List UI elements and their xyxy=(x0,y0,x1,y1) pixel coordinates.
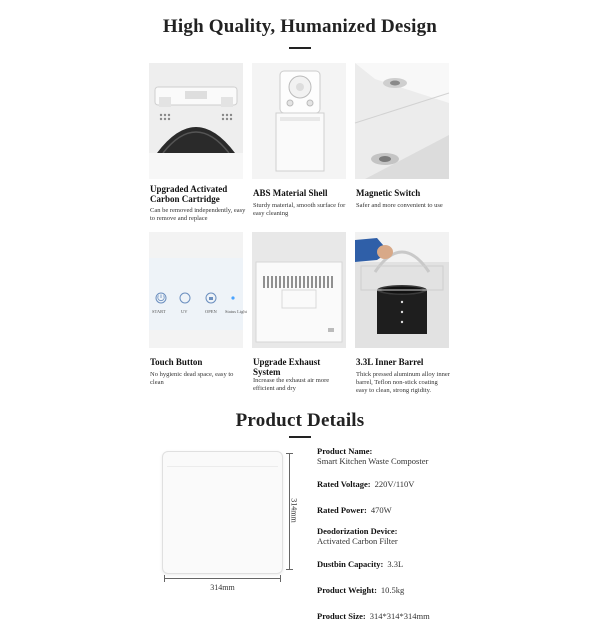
carbon-cartridge-illustration xyxy=(149,63,243,179)
spec-value: Activated Carbon Filter xyxy=(317,536,398,546)
details-underline xyxy=(289,436,311,438)
feature-image-inner-barrel xyxy=(355,232,449,348)
feature-desc: No hygienic dead space, easy to clean xyxy=(150,371,234,386)
width-dimension-tick-left xyxy=(164,575,165,582)
feature-image-abs-shell xyxy=(252,63,346,179)
spec-label: Product Size: xyxy=(317,611,366,621)
spec-value: 220V/110V xyxy=(374,479,415,489)
feature-image-touch-button xyxy=(149,232,247,348)
spec-deodorization-device xyxy=(317,526,517,546)
panel-label-start: START xyxy=(152,309,166,314)
feature-desc: Increase the exhaust air more efficient and dry xyxy=(253,377,330,392)
height-dimension-tick-top xyxy=(286,453,293,454)
spec-product-weight xyxy=(317,580,517,598)
height-dimension-tick-bottom xyxy=(286,569,293,570)
feature-desc: Sturdy material, smooth surface for easy cleaning xyxy=(253,202,346,217)
feature-title: 3.3L Inner Barrel xyxy=(356,357,424,367)
height-dimension-label: 314mm xyxy=(289,498,299,523)
panel-label-status-light: Status Light xyxy=(225,309,247,314)
spec-label: Rated Power: xyxy=(317,505,367,515)
spec-value: 470W xyxy=(370,505,392,515)
spec-label: Deodorization Device: xyxy=(317,526,398,536)
spec-label: Product Weight: xyxy=(317,585,377,595)
page-title: High Quality, Humanized Design xyxy=(162,16,438,37)
magnetic-switch-illustration xyxy=(355,63,449,179)
inner-barrel-illustration xyxy=(355,232,449,348)
spec-product-name xyxy=(317,446,517,466)
feature-image-magnetic-switch xyxy=(355,63,449,179)
spec-list xyxy=(317,446,517,624)
spec-value: 10.5kg xyxy=(380,585,405,595)
spec-rated-voltage xyxy=(317,474,517,492)
spec-value: 314*314*314mm xyxy=(369,611,430,621)
spec-label: Product Name: xyxy=(317,446,373,456)
feature-desc: Safer and more convenient to use xyxy=(356,202,443,209)
spec-product-size xyxy=(317,606,517,624)
feature-title: Magnetic Switch xyxy=(356,188,421,198)
spec-label: Rated Voltage: xyxy=(317,479,371,489)
width-dimension-line xyxy=(164,578,281,579)
section-title-product-details: Product Details xyxy=(235,410,365,431)
spec-rated-power xyxy=(317,500,517,518)
feature-title: ABS Material Shell xyxy=(253,188,328,198)
exhaust-illustration xyxy=(252,232,346,348)
width-dimension-label: 314mm xyxy=(210,583,235,592)
abs-shell-illustration xyxy=(252,63,346,179)
spec-value: 3.3L xyxy=(387,559,404,569)
width-dimension-tick-right xyxy=(280,575,281,582)
feature-image-exhaust xyxy=(252,232,346,348)
feature-image-carbon-cartridge xyxy=(149,63,243,179)
product-image xyxy=(162,451,283,574)
touch-panel-illustration xyxy=(149,232,243,348)
feature-title: Upgrade Exhaust System xyxy=(253,357,321,377)
panel-label-uv: UV xyxy=(181,309,188,314)
feature-title: Touch Button xyxy=(150,357,203,367)
spec-label: Dustbin Capacity: xyxy=(317,559,384,569)
spec-value: Smart Kitchen Waste Composter xyxy=(317,456,429,466)
feature-desc: Can be removed independently, easy to remove and replace xyxy=(150,207,246,222)
spec-dustbin-capacity xyxy=(317,554,517,572)
panel-label-open: OPEN xyxy=(205,309,217,314)
feature-title: Upgraded Activated Carbon Cartridge xyxy=(150,184,228,204)
feature-desc: Thick pressed aluminum alloy inner barrel, Teflon non-stick coating easy to clean, strong rigidity. xyxy=(356,371,450,394)
title-underline xyxy=(289,47,311,49)
